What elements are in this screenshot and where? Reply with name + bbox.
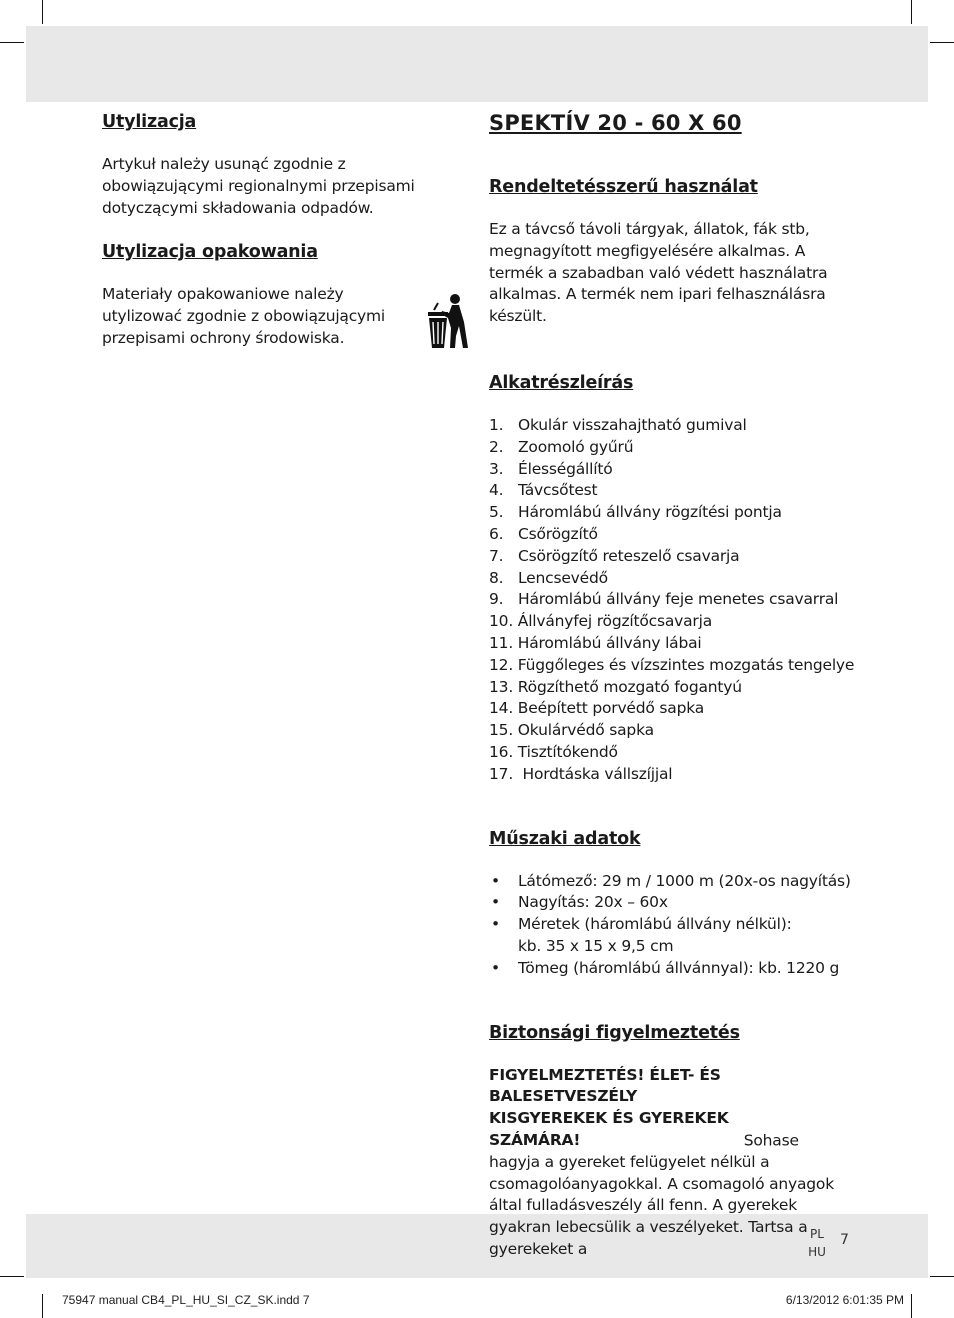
paragraph-utylizacja: Artykuł należy usunąć zgodnie z obowiązującymi regionalnymi przepisami dotyczącymi składowania odpadów. — [102, 155, 415, 217]
page-number: 7 — [840, 1232, 849, 1248]
crop-mark — [930, 42, 954, 43]
warning-bold-text: FIGYELMEZTETÉS! ÉLET- ÉS BALESETVESZÉLY KISGYEREKEK ÉS GYEREKEK SZÁMÁRA! — [489, 1065, 729, 1149]
list-item: 7. Csörögzítő reteszelő csavarja — [489, 546, 740, 565]
list-item: • Tömeg (háromlábú állvánnyal): kb. 1220 g — [491, 958, 840, 977]
page-language-codes: PL HU — [808, 1227, 826, 1259]
crop-mark — [930, 1276, 954, 1277]
paragraph-utylizacja-opakowania: Materiały opakowaniowe należy utylizować zgodnie z obowiązującymi przepisami ochrony środowiska. — [102, 285, 386, 347]
left-column — [102, 108, 472, 350]
footer-timestamp: 6/13/2012 6:01:35 PM — [785, 1293, 904, 1307]
list-item: 12. Függőleges és vízszintes mozgatás tengelye — [489, 655, 855, 674]
heading-utylizacja-opakowania: Utylizacja opakowania — [102, 242, 318, 263]
crop-mark — [911, 1294, 912, 1318]
list-item: 2. Zoomoló gyűrű — [489, 437, 634, 456]
heading-parts-description: Alkatrészleírás — [489, 372, 634, 393]
list-item: 17. Hordtáska vállszíjjal — [489, 764, 673, 783]
list-item: 1. Okulár visszahajtható gumival — [489, 415, 747, 434]
technical-data-list — [489, 871, 869, 980]
heading-safety-warning: Biztonsági figyelmeztetés — [489, 1022, 740, 1043]
crop-mark — [42, 1294, 43, 1318]
list-item: • Méretek (háromlábú állvány nélkül): kb. 35 x 15 x 9,5 cm — [491, 915, 792, 955]
crop-mark — [0, 42, 24, 43]
paragraph-intended-use: Ez a távcső távoli tárgyak, állatok, fák stb, megnagyított megfigyelésére alkalmas. A termék a szabadban való védett használatra alkalmas. A termék nem ipari felhasználásra készült. — [489, 220, 828, 326]
list-item: • Látómező: 29 m / 1000 m (20x-os nagyítás) — [491, 871, 851, 890]
list-item: 15. Okulárvédő sapka — [489, 721, 654, 740]
header-band — [26, 26, 928, 102]
list-item: 16. Tisztítókendő — [489, 742, 618, 761]
list-item: 5. Háromlábú állvány rögzítési pontja — [489, 503, 782, 522]
warning-text: Sohase hagyja a gyereket felügyelet nélkül a csomagolóanyagokkal. A csomagoló anyagok által fulladásveszély áll fenn. A gyerekek gyakran lebecsülik a veszélyeket. Tartsa a gyerekeket a — [489, 1130, 834, 1258]
list-item: 10. Állványfej rögzítőcsavarja — [489, 612, 713, 631]
footer-filename: 75947 manual CB4_PL_HU_SI_CZ_SK.indd 7 — [62, 1293, 310, 1307]
list-item: 11. Háromlábú állvány lábai — [489, 633, 702, 652]
crop-mark — [42, 0, 43, 24]
heading-intended-use: Rendeltetésszerű használat — [489, 177, 758, 197]
list-item: 9. Háromlábú állvány feje menetes csavarral — [489, 590, 839, 609]
list-item: 6. Csőrögzítő — [489, 524, 598, 543]
list-item: • Nagyítás: 20x – 60x — [491, 893, 668, 912]
right-column — [489, 108, 869, 1261]
crop-mark — [0, 1276, 24, 1277]
tidyman-recycle-icon — [422, 292, 468, 350]
product-title: SPEKTÍV 20 - 60 X 60 — [489, 111, 742, 135]
paragraph-safety-warning — [489, 1065, 851, 1261]
heading-technical-data: Műszaki adatok — [489, 828, 641, 849]
list-item: 4. Távcsőtest — [489, 481, 598, 500]
list-item: 8. Lencsevédő — [489, 568, 608, 587]
list-item: 3. Élességállító — [489, 459, 613, 478]
crop-mark — [911, 0, 912, 24]
list-item: 14. Beépített porvédő sapka — [489, 699, 705, 718]
parts-list — [489, 415, 869, 786]
list-item: 13. Rögzíthető mozgató fogantyú — [489, 677, 742, 696]
heading-utylizacja: Utylizacja — [102, 112, 197, 132]
